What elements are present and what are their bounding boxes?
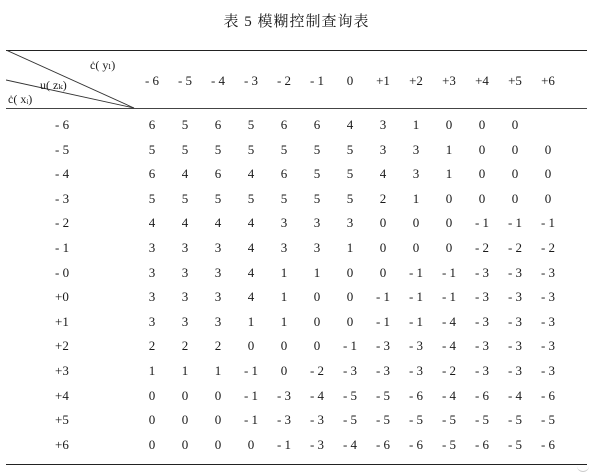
table-cell: - 3 <box>540 338 556 354</box>
table-cell: - 3 <box>408 338 424 354</box>
table-cell: 4 <box>247 166 255 182</box>
table-cell: 1 <box>247 313 255 329</box>
table-cell: 2 <box>214 338 222 354</box>
table-cell: 5 <box>247 190 255 206</box>
table-cell: - 6 <box>375 436 391 452</box>
table-cell: 2 <box>148 338 156 354</box>
table-cell: 1 <box>214 363 222 378</box>
table-cell: 0 <box>346 264 354 280</box>
table-cell: - 5 <box>441 436 457 452</box>
table-cell: 1 <box>412 190 420 206</box>
table-cell: 0 <box>247 436 255 452</box>
column-header: +1 <box>376 73 390 88</box>
table-cell: 4 <box>214 215 222 231</box>
table-cell: - 3 <box>540 313 556 329</box>
table-cell: 3 <box>280 215 288 231</box>
column-header: - 1 <box>309 73 325 88</box>
table-cell: - 6 <box>474 387 490 403</box>
table-cell: - 4 <box>441 313 457 329</box>
table-cell: - 5 <box>474 412 490 428</box>
table-cell: - 1 <box>276 436 292 452</box>
table-cell: 3 <box>148 240 156 255</box>
table-cell: 4 <box>247 215 255 231</box>
table-cell: 0 <box>181 436 189 452</box>
column-header: +3 <box>442 73 456 88</box>
table-cell: - 2 <box>474 240 490 255</box>
column-header: - 2 <box>276 73 292 88</box>
table-cell: - 3 <box>342 363 358 378</box>
table-cell: 5 <box>280 190 288 206</box>
table-cell: 3 <box>214 264 222 280</box>
table-cell: 3 <box>181 313 189 329</box>
table-cell: 1 <box>313 264 321 280</box>
table-cell: 0 <box>544 190 552 206</box>
row-header: +2 <box>55 338 69 354</box>
row-header: +0 <box>55 289 69 305</box>
table-cell: 5 <box>313 166 321 182</box>
table-cell: - 3 <box>276 412 292 428</box>
table-cell: - 4 <box>507 387 523 403</box>
table-cell: 3 <box>214 289 222 305</box>
bottom-rule <box>6 464 587 465</box>
table-cell: - 5 <box>540 412 556 428</box>
table-cell: 0 <box>478 141 486 157</box>
table-cell: - 6 <box>408 436 424 452</box>
table-cell: - 4 <box>309 387 325 403</box>
table-cell: 5 <box>181 190 189 206</box>
table-cell: 1 <box>181 363 189 378</box>
table-cell: 0 <box>313 313 321 329</box>
table-cell: - 3 <box>309 412 325 428</box>
table-cell: 5 <box>346 141 354 157</box>
column-header: +2 <box>409 73 423 88</box>
table-cell: - 1 <box>375 313 391 329</box>
table-cell: 3 <box>379 117 387 132</box>
table-cell: - 1 <box>375 289 391 305</box>
table-cell: 5 <box>247 117 255 132</box>
table-cell: - 1 <box>243 387 259 403</box>
table-cell: - 4 <box>342 436 358 452</box>
table-cell: - 5 <box>507 412 523 428</box>
table-cell: 0 <box>379 215 387 231</box>
table-cell: 6 <box>214 117 222 132</box>
row-header: +5 <box>55 412 69 428</box>
table-cell: - 3 <box>474 363 490 378</box>
table-cell: 6 <box>214 166 222 182</box>
table-cell: 0 <box>313 338 321 354</box>
table-cell: 4 <box>181 215 189 231</box>
table-cell: 0 <box>478 166 486 182</box>
table-cell: 5 <box>214 141 222 157</box>
row-header: +1 <box>55 313 69 329</box>
table-cell: 0 <box>379 264 387 280</box>
table-cell: - 1 <box>408 289 424 305</box>
table-cell: 3 <box>412 141 420 157</box>
column-header: - 6 <box>144 73 160 88</box>
table-cell: 1 <box>280 264 288 280</box>
table-cell: - 4 <box>441 338 457 354</box>
table-cell: - 1 <box>408 264 424 280</box>
table-cell: 0 <box>313 289 321 305</box>
table-cell: - 3 <box>474 289 490 305</box>
table-cell: - 6 <box>540 387 556 403</box>
table-cell: - 3 <box>309 436 325 452</box>
table-cell: 5 <box>247 141 255 157</box>
table-cell: 0 <box>478 117 486 132</box>
header-top-label: ċ( yₗ) <box>90 58 116 72</box>
table-cell: - 5 <box>408 412 424 428</box>
table-cell: 3 <box>379 141 387 157</box>
table-cell: - 4 <box>441 387 457 403</box>
table-cell: 5 <box>313 190 321 206</box>
table-cell: 3 <box>412 166 420 182</box>
table-cell: 0 <box>445 190 453 206</box>
table-cell: 6 <box>313 117 321 132</box>
table-cell: - 3 <box>540 363 556 378</box>
table-cell: - 1 <box>441 264 457 280</box>
table-cell: 5 <box>148 190 156 206</box>
page-corner-mark <box>577 465 589 472</box>
table-cell: 4 <box>247 240 255 255</box>
table-cell: 0 <box>412 215 420 231</box>
table-cell: 3 <box>214 313 222 329</box>
table-cell: 6 <box>280 166 288 182</box>
table-cell: 0 <box>511 166 519 182</box>
row-header: - 1 <box>55 240 70 255</box>
row-header: - 6 <box>55 117 70 132</box>
column-header: +6 <box>541 73 555 88</box>
row-header: +6 <box>55 436 69 452</box>
table-cell: 0 <box>346 289 354 305</box>
table-cell: 0 <box>445 240 453 255</box>
row-header: - 3 <box>55 190 70 206</box>
table-cell: - 2 <box>441 363 457 378</box>
column-header: - 4 <box>210 73 226 88</box>
table-cell: 0 <box>445 215 453 231</box>
table-cell: 2 <box>379 190 387 206</box>
table-cell: 0 <box>214 436 222 452</box>
table-cell: 5 <box>346 190 354 206</box>
table-cell: - 1 <box>441 289 457 305</box>
table-cell: 3 <box>181 289 189 305</box>
table-cell: 5 <box>148 141 156 157</box>
table-cell: - 1 <box>540 215 556 231</box>
column-header: +4 <box>475 73 489 88</box>
row-header: +3 <box>55 363 69 378</box>
table-cell: - 3 <box>474 313 490 329</box>
table-cell: - 5 <box>375 412 391 428</box>
table-cell: 3 <box>148 264 156 280</box>
table-cell: - 3 <box>474 338 490 354</box>
table-cell: - 6 <box>408 387 424 403</box>
table-cell: 2 <box>181 338 189 354</box>
row-header: - 0 <box>55 264 70 280</box>
table-cell: - 3 <box>408 363 424 378</box>
table-cell: 6 <box>148 166 156 182</box>
table-cell: - 1 <box>507 215 523 231</box>
table-cell: 6 <box>148 117 156 132</box>
table-cell: - 3 <box>540 289 556 305</box>
column-header: - 3 <box>243 73 259 88</box>
row-header: +4 <box>55 387 69 403</box>
table-cell: 0 <box>280 363 288 378</box>
table-cell: - 3 <box>276 387 292 403</box>
table-cell: - 3 <box>507 313 523 329</box>
table-cell: - 1 <box>243 363 259 378</box>
table-cell: 0 <box>379 240 387 255</box>
table-cell: 0 <box>181 412 189 428</box>
table-cell: 3 <box>346 215 354 231</box>
table-cell: 4 <box>247 264 255 280</box>
table-cell: - 2 <box>507 240 523 255</box>
header-left-label: ċ( xᵢ) <box>8 92 33 106</box>
table-cell: 0 <box>181 387 189 403</box>
table-cell: 3 <box>181 264 189 280</box>
table-cell: - 5 <box>441 412 457 428</box>
table-cell: 3 <box>214 240 222 255</box>
row-header: - 2 <box>55 215 70 231</box>
table-cell: 3 <box>148 289 156 305</box>
table-cell: - 5 <box>342 387 358 403</box>
table-cell: - 3 <box>507 338 523 354</box>
table-cell: 0 <box>247 338 255 354</box>
table-cell: 1 <box>445 166 453 182</box>
table-cell: - 5 <box>342 412 358 428</box>
table-cell: 4 <box>379 166 387 182</box>
table-cell: - 3 <box>507 363 523 378</box>
table-cell: 0 <box>412 240 420 255</box>
table-cell: 0 <box>214 387 222 403</box>
table-cell: - 2 <box>540 240 556 255</box>
table-cell: 0 <box>511 117 519 132</box>
column-header: - 5 <box>177 73 193 88</box>
table-cell: 3 <box>313 215 321 231</box>
table-cell: - 6 <box>540 436 556 452</box>
table-cell: 5 <box>214 190 222 206</box>
column-header: 0 <box>346 73 354 88</box>
table-cell: 1 <box>412 117 420 132</box>
row-header: - 5 <box>55 141 70 157</box>
table-cell: 5 <box>346 166 354 182</box>
table-cell: 4 <box>346 117 354 132</box>
table-cell: 0 <box>148 436 156 452</box>
table-cell: 1 <box>280 313 288 329</box>
table-cell: 1 <box>445 141 453 157</box>
table-cell: 0 <box>280 338 288 354</box>
table-cell: - 1 <box>408 313 424 329</box>
table-cell: 0 <box>544 166 552 182</box>
table-cell: - 3 <box>507 289 523 305</box>
table-cell: - 3 <box>507 264 523 280</box>
table-cell: - 5 <box>507 436 523 452</box>
table-cell: - 6 <box>474 436 490 452</box>
table-cell: 5 <box>181 141 189 157</box>
table-cell: - 1 <box>243 412 259 428</box>
table-cell: 4 <box>247 289 255 305</box>
table-cell: 5 <box>181 117 189 132</box>
table-cell: 0 <box>346 313 354 329</box>
table-cell: 3 <box>181 240 189 255</box>
table-cell: 5 <box>280 141 288 157</box>
table-cell: - 1 <box>342 338 358 354</box>
table-cell: 0 <box>148 387 156 403</box>
table-cell: 0 <box>478 190 486 206</box>
column-header: +5 <box>508 73 522 88</box>
table-cell: - 3 <box>540 264 556 280</box>
table-cell: 0 <box>148 412 156 428</box>
table-cell: 5 <box>313 141 321 157</box>
table-cell: 0 <box>544 141 552 157</box>
table-cell: 3 <box>148 313 156 329</box>
table-cell: 4 <box>181 166 189 182</box>
table-cell: - 2 <box>309 363 325 378</box>
table-cell: - 3 <box>474 264 490 280</box>
header-mid-label: u( zₖ) <box>40 78 67 92</box>
table-cell: 0 <box>445 117 453 132</box>
table-cell: 4 <box>148 215 156 231</box>
table-cell: - 3 <box>375 338 391 354</box>
table-cell: 3 <box>280 240 288 255</box>
table-cell: 0 <box>214 412 222 428</box>
table-cell: 6 <box>280 117 288 132</box>
table-caption: 表 5 模糊控制查询表 <box>223 14 370 30</box>
table-cell: 1 <box>346 240 354 255</box>
table-cell: - 3 <box>375 363 391 378</box>
table-cell: 1 <box>148 363 156 378</box>
table-cell: - 5 <box>375 387 391 403</box>
row-header: - 4 <box>55 166 70 182</box>
table-cell: 3 <box>313 240 321 255</box>
table-cell: 0 <box>511 190 519 206</box>
table-cell: 0 <box>511 141 519 157</box>
table-cell: 1 <box>280 289 288 305</box>
table-cell: - 1 <box>474 215 490 231</box>
